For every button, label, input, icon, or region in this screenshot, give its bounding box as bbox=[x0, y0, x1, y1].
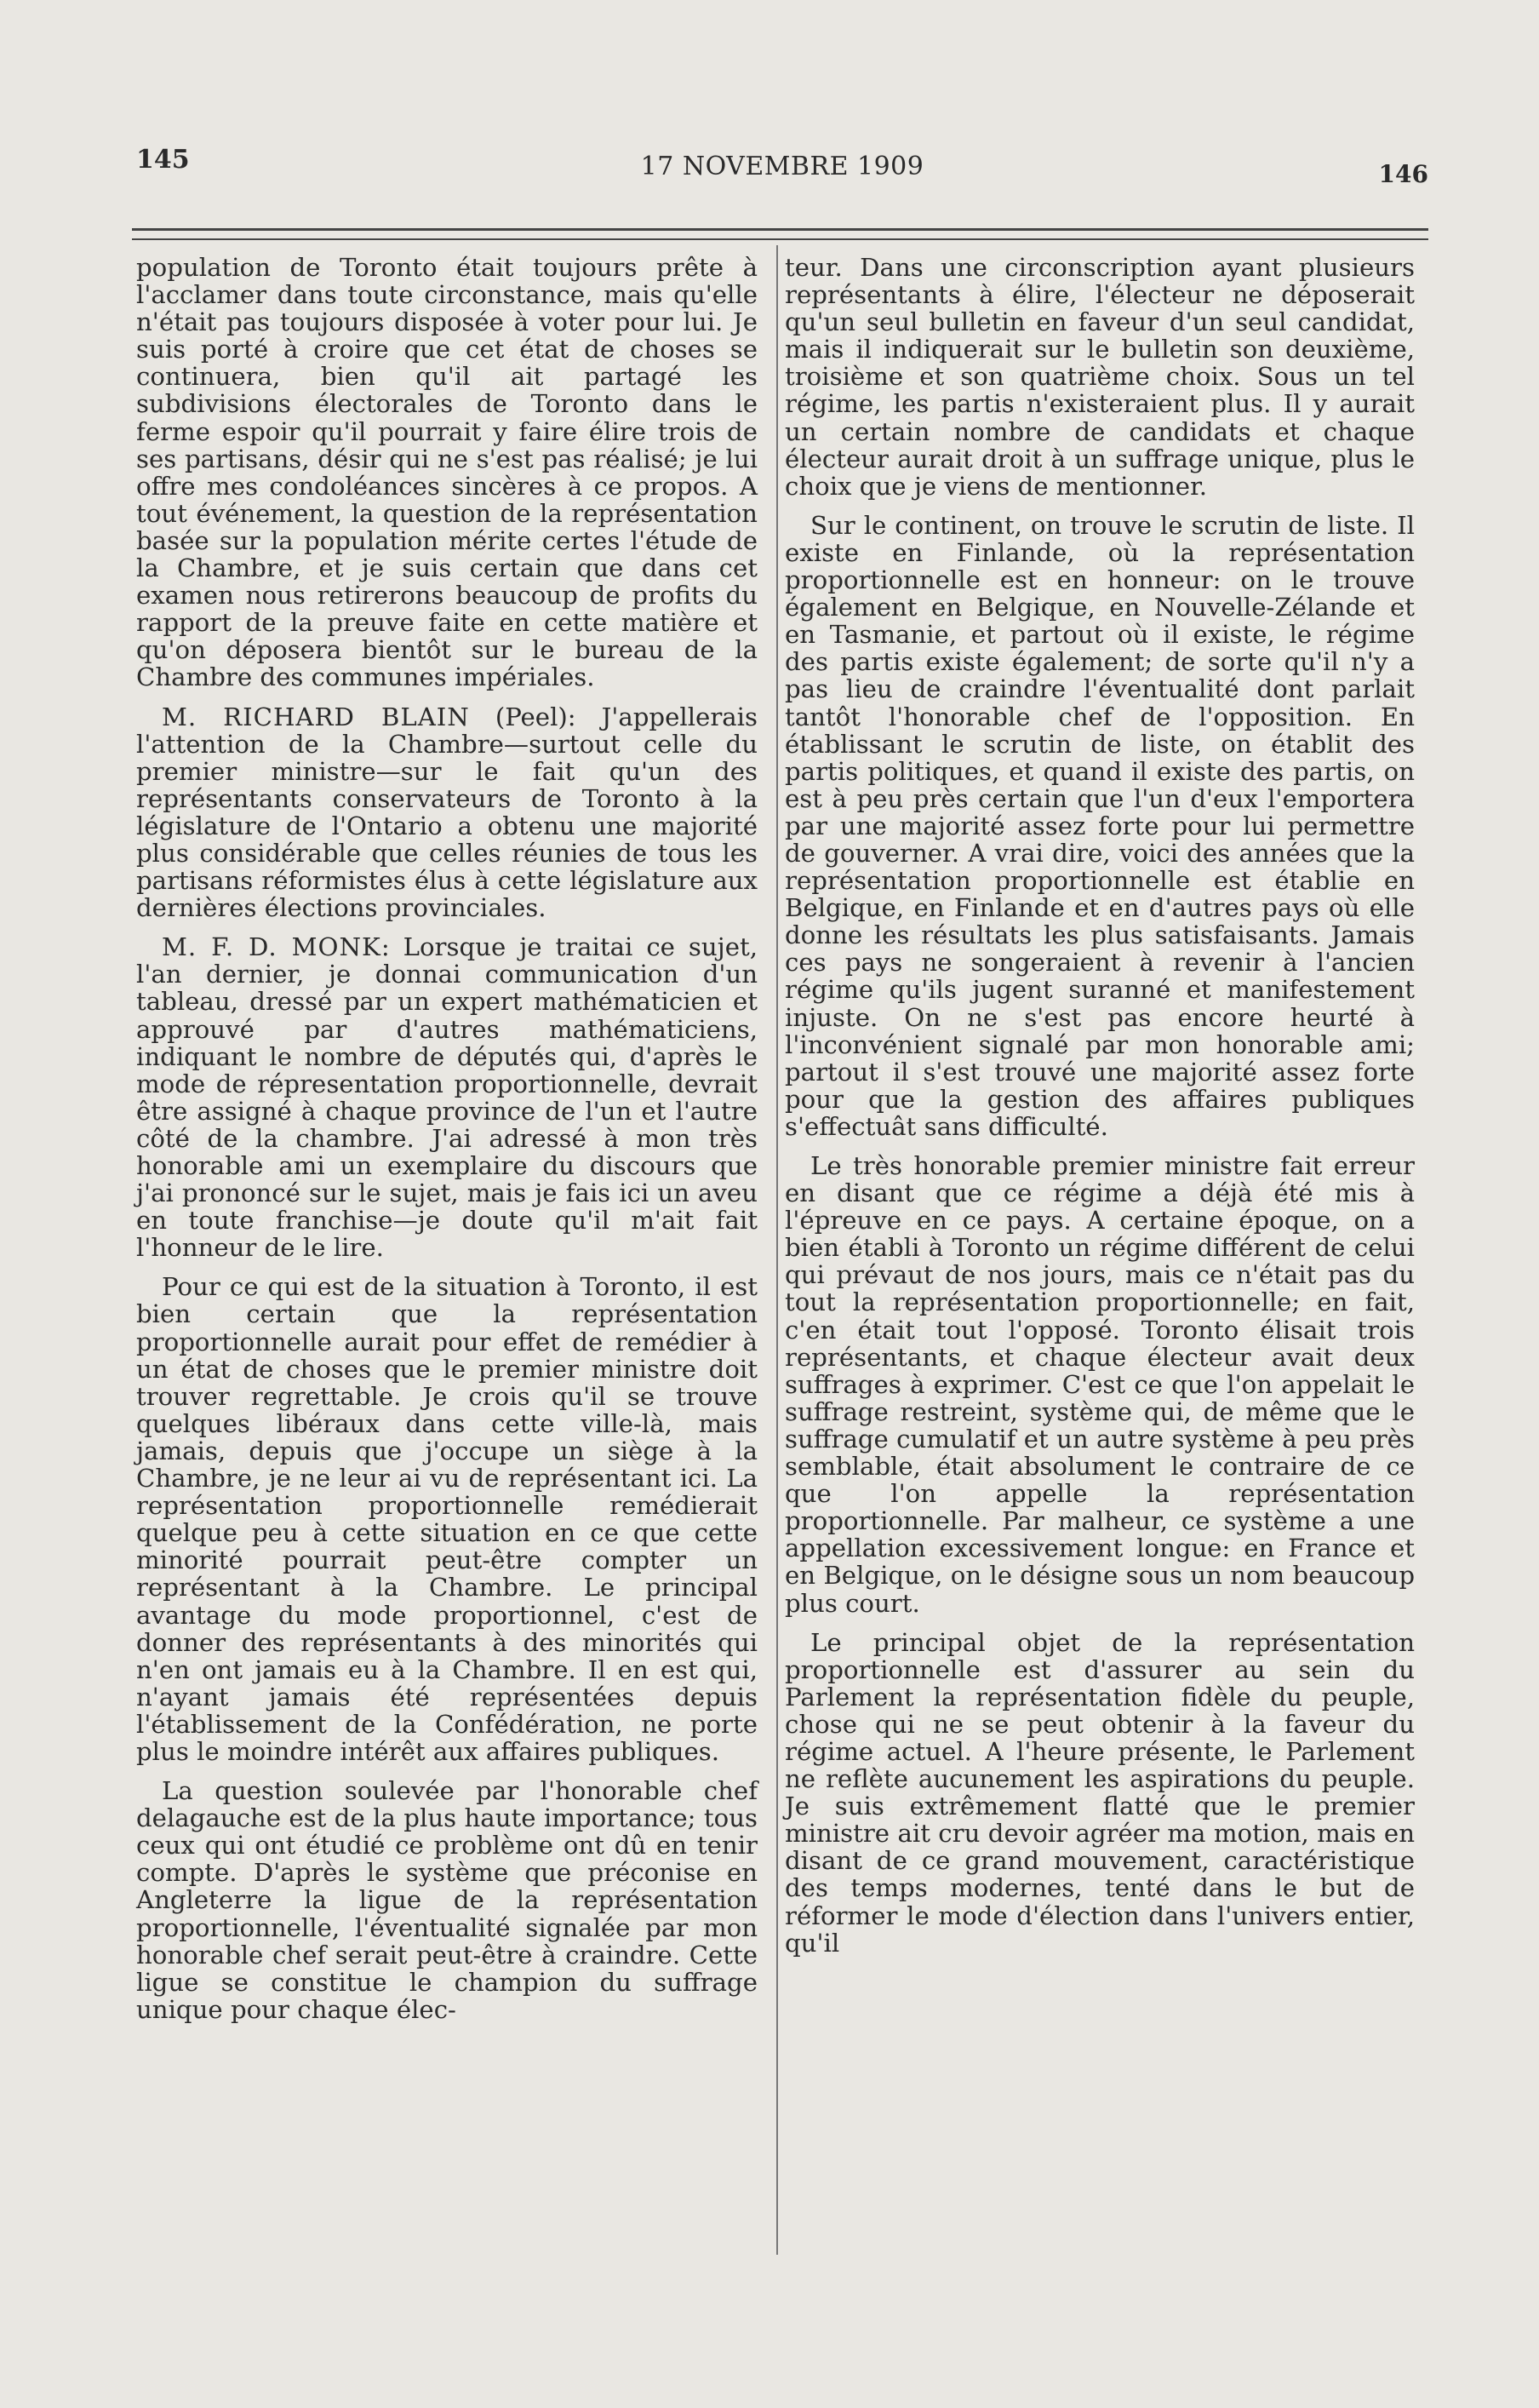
paragraph: La question soulevée par l'honorable chef delagauche est de la plus haute importance; tous ceux qui ont étudié ce problème ont dû en tenir compte. D'après le système que préconise en Angleterre la ligue de la représentation proportionnelle, l'éventualité signalée par mon honorable chef serait peut-être à craindre. Cette ligue se constitue le champion du suffrage unique pour chaque élec- bbox=[136, 1776, 758, 2024]
paragraph bbox=[136, 933, 758, 1261]
paragraph: teur. Dans une circonscription ayant plusieurs représentants à élire, l'électeur ne déposerait qu'un seul bulletin en faveur d'un seul candidat, mais il indiquerait sur le bulletin son deuxième, troisième et son quatrième choix. Sous un tel régime, les partis n'existeraient plus. Il y aurait un certain nombre de candidats et chaque électeur aurait droit à un suffrage unique, plus le choix que je viens de mentionner. bbox=[785, 253, 1415, 501]
paragraph: Le principal objet de la représentation proportionnelle est d'assurer au sein du Parlement la représentation fidèle du peuple, chose qui ne se peut obtenir à la faveur du régime actuel. A l'heure présente, le Parlement ne reflète aucunement les aspirations du peuple. Je suis extrêmement flatté que le premier ministre ait cru devoir agréer ma motion, mais en disant de ce grand mouvement, caractéristique des temps modernes, tenté dans le but de réformer le mode d'élection dans l'univers entier, qu'il bbox=[785, 1627, 1415, 1958]
speech-text: (Peel): J'appellerais l'attention de la Chambre—surtout celle du premier ministre—sur le fait qu'un des représentants conservateurs de Toronto à la législature de l'Ontario a obtenu une majorité plus considérable que celles réunies de tous les partisans réformistes élus à cette législature aux dernières élections provinciales. bbox=[136, 702, 758, 923]
right-column bbox=[785, 254, 1415, 1969]
left-column bbox=[136, 254, 758, 2035]
page-number-left: 145 bbox=[136, 145, 190, 175]
column-divider bbox=[776, 245, 778, 2255]
page-date-title: 17 NOVEMBRE 1909 bbox=[640, 152, 924, 181]
paragraph: Le très honorable premier ministre fait erreur en disant que ce régime a déjà été mis à l'épreuve en ce pays. A certaine époque, on a bien établi à Toronto un régime différent de celui qui prévaut de nos jours, mais ce n'était pas du tout la représentation proportionnelle; en fait, c'en était tout l'opposé. Toronto élisait trois représentants, et chaque électeur avait deux suffrages à exprimer. C'est ce que l'on appelait le suffrage restreint, système qui, de même que le suffrage cumulatif et un autre système à peu près semblable, était absolument le contraire de ce que l'on appelle la représentation proportionnelle. Par malheur, ce système a une appellation excessivement longue: en France et en Belgique, on le désigne sous un nom beaucoup plus court. bbox=[785, 1151, 1415, 1618]
header-rule-top bbox=[132, 228, 1428, 231]
speaker-name: M. F. D. MONK bbox=[162, 932, 381, 962]
paragraph: population de Toronto était toujours prête à l'acclamer dans toute circonstance, mais qu'elle n'était pas toujours disposée à voter pour lui. Je suis porté à croire que cet état de choses se continuera, bien qu'il ait partagé les subdivisions électorales de Toronto dans le ferme espoir qu'il pourrait y faire élire trois de ses partisans, désir qui ne s'est pas réalisé; je lui offre mes condoléances sincères à ce propos. A tout événement, la question de la représentation basée sur la population mérite certes l'étude de la Chambre, et je suis certain que dans cet examen nous retirerons beaucoup de profits du rapport de la preuve faite en cette matière et qu'on déposera bientôt sur le bureau de la Chambre des communes impériales. bbox=[136, 253, 758, 692]
page-number-right: 146 bbox=[1378, 160, 1428, 188]
page-header bbox=[136, 145, 1428, 196]
speaker-name: M. RICHARD BLAIN bbox=[162, 702, 470, 731]
paragraph: Pour ce qui est de la situation à Toronto, il est bien certain que la représentation proportionnelle aurait pour effet de remédier à un état de choses que le premier ministre doit trouver regrettable. Je crois qu'il se trouve quelques libéraux dans cette ville-là, mais jamais, depuis que j'occupe un siège à la Chambre, je ne leur ai vu de représentant ici. La représentation proportionnelle remédierait quelque peu à cette situation en ce que cette minorité pourrait peut-être compter un représentant à la Chambre. Le principal avantage du mode proportionnel, c'est de donner des représentants à des minorités qui n'en ont jamais eu à la Chambre. Il en est qui, n'ayant jamais été représentées depuis l'établissement de la Confédération, ne porte plus le moindre intérêt aux affaires publiques. bbox=[136, 1272, 758, 1766]
header-rule-bottom bbox=[132, 238, 1428, 240]
paragraph: Sur le continent, on trouve le scrutin de liste. Il existe en Finlande, où la représentation proportionnelle est en honneur: on le trouve également en Belgique, en Nouvelle-Zélande et en Tasmanie, et partout où il existe, le régime des partis existe également; de sorte qu'il n'y a pas lieu de craindre l'éventualité dont parlait tantôt l'honorable chef de l'opposition. En établissant le scrutin de liste, on établit des partis politiques, et quand il existe des partis, on est à peu près certain que l'un d'eux l'emportera par une majorité assez forte pour lui permettre de gouverner. A vrai dire, voici des années que la représentation proportionnelle est établie en Belgique, en Finlande et en d'autres pays où elle donne les résultats les plus satisfaisants. Jamais ces pays ne songeraient à revenir à l'ancien régime qu'ils jugent suranné et manifestement injuste. On ne s'est pas encore heurté à l'inconvénient signalé par mon honorable ami; partout il s'est trouvé une majorité assez forte pour que la gestion des affaires publiques s'effectuât sans difficulté. bbox=[785, 510, 1415, 1141]
paragraph bbox=[136, 703, 758, 922]
speech-text: : Lorsque je traitai ce sujet, l'an dernier, je donnai communication d'un tableau, dressé par un expert mathématicien et approuvé par d'autres mathématiciens, indiquant le nombre de députés qui, d'après le mode de répresentation proportionnelle, devrait être assigné à chaque province de l'un et l'autre côté de la chambre. J'ai adressé à mon très honorable ami un exemplaire du discours que j'ai prononcé sur le sujet, mais je fais ici un aveu en toute franchise—je doute qu'il m'ait fait l'honneur de le lire. bbox=[136, 932, 758, 1263]
